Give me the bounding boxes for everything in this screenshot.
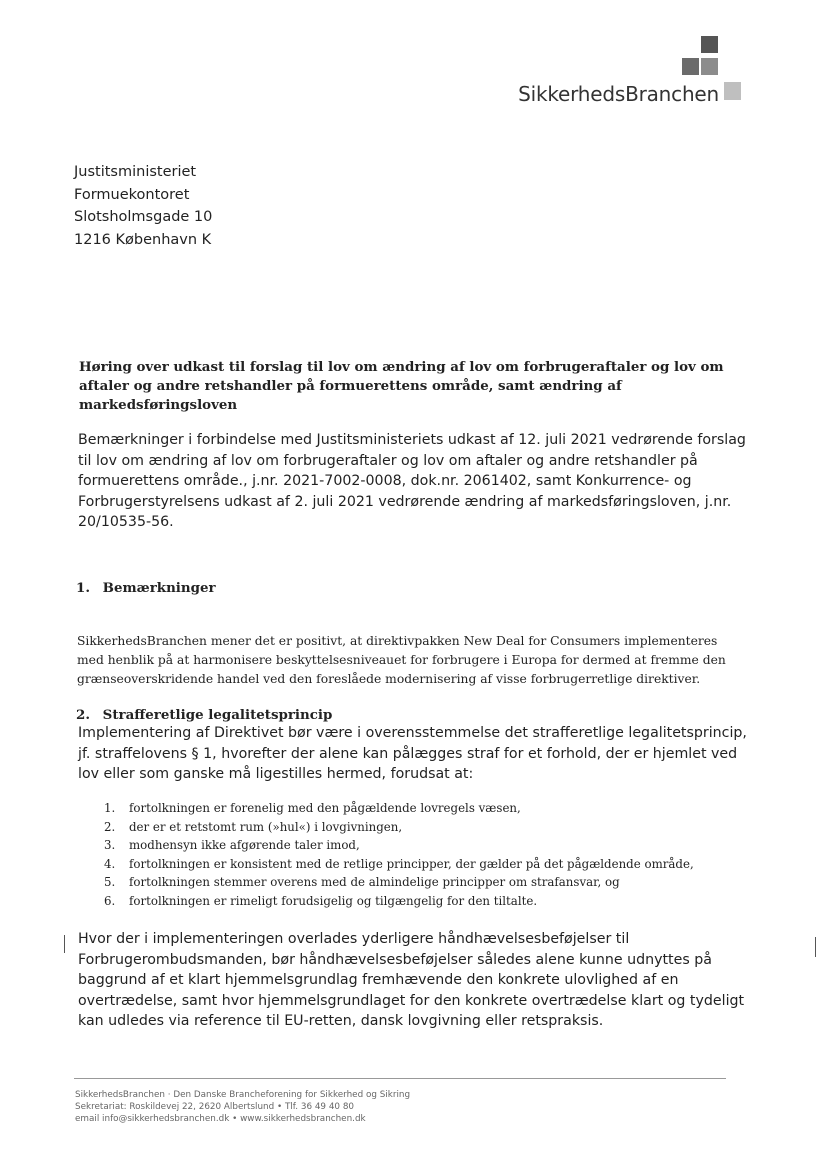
logo-square-icon: [701, 36, 718, 53]
intro-paragraph: Bemærkninger i forbindelse med Justitsministeriets udkast af 12. juli 2021 vedrørende forslag til lov om ændring af lov om forbrugeraftaler og lov om aftaler og andre retshandler på formuerettens område., j.nr. 2021-7002-0008, dok.nr. 2061402, samt Konkurrence- og Forbrugerstyrelsens udkast af 2. juli 2021 vedrørende ændring af markedsføringsloven, j.nr. 20/10535-56.: [78, 432, 746, 530]
list-item: [104, 873, 694, 892]
recipient-address: [74, 161, 212, 251]
section-heading: [76, 580, 216, 596]
section-number: 2.: [76, 707, 90, 723]
section-number: 1.: [76, 580, 90, 596]
list-item-number: 3.: [104, 838, 116, 852]
logo-square-icon: [682, 58, 699, 75]
list-item-number: 5.: [104, 875, 116, 889]
logo-text: SikkerhedsBranchen: [518, 82, 719, 106]
company-logo: [505, 34, 745, 106]
margin-mark: [64, 935, 65, 953]
list-item-text: der er et retstomt rum (»hul«) i lovgivningen,: [129, 819, 403, 834]
section-title: Bemærkninger: [102, 580, 216, 596]
address-line: Formuekontoret: [74, 186, 190, 203]
section-paragraph: Implementering af Direktivet bør være i overensstemmelse det strafferetlige legalitetsprincip, jf. straffelovens § 1, hvorefter der alene kan pålægges straf for et forhold, der er hjemlet ved lov eller som ganske må ligestilles hermed, forudsat at:: [78, 725, 747, 782]
list-item-number: 6.: [104, 893, 116, 908]
footer-line: Sekretariat: Roskildevej 22, 2620 Albertslund • Tlf. 36 49 40 80: [75, 1102, 355, 1112]
list-item-number: 2.: [104, 819, 116, 834]
list-item: [104, 836, 694, 855]
list-item-number: 1.: [104, 801, 116, 815]
list-item-text: fortolkningen er forenelig med den pågældende lovregels væsen,: [129, 801, 521, 815]
closing-paragraph: Hvor der i implementeringen overlades yderligere håndhævelsesbeføjelser til Forbrugerombudsmanden, bør håndhævelsesbeføjelser således alene kunne udnyttes på baggrund af et klart hjemmelsgrundlag fremhævende den konkrete ulovlighed af en overtrædelse, samt hvor hjemmelsgrundlaget for den konkrete overtrædelse klart og tydeligt kan udledes via reference til EU-retten, dansk lovgivning eller retspraksis.: [78, 931, 745, 1029]
list-item: [104, 799, 694, 818]
list-item: [104, 855, 694, 874]
address-line: Slotsholmsgade 10: [74, 209, 213, 225]
list-item-text: fortolkningen er rimeligt forudsigelig og tilgængelig for den tiltalte.: [129, 893, 538, 908]
section-title: Strafferetlige legalitetsprincip: [102, 707, 333, 723]
footer-line: email info@sikkerhedsbranchen.dk • www.sikkerhedsbranchen.dk: [75, 1114, 366, 1124]
logo-square-icon: [701, 58, 718, 75]
footer-divider: [74, 1078, 726, 1079]
list-item-text: modhensyn ikke afgørende taler imod,: [129, 838, 360, 852]
list-item: [104, 892, 694, 911]
numbered-list: [104, 799, 694, 910]
document-title: Høring over udkast til forslag til lov om ændring af lov om forbrugeraftaler og lov om aftaler og andre retshandler på formuerettens område, samt ændring af markedsføringsloven: [79, 359, 724, 413]
footer-line: SikkerhedsBranchen · Den Danske Brancheforening for Sikkerhed og Sikring: [75, 1090, 411, 1100]
logo-square-icon: [724, 82, 741, 100]
margin-mark: [815, 937, 816, 957]
address-line: 1216 København K: [74, 231, 212, 248]
footer: [75, 1089, 410, 1125]
list-item: [104, 818, 694, 837]
address-line: Justitsministeriet: [74, 164, 197, 180]
list-item-text: fortolkningen er konsistent med de retlige principper, der gælder på det pågældende område,: [129, 856, 694, 871]
list-item-number: 4.: [104, 856, 116, 871]
section-heading: [76, 707, 332, 723]
section-paragraph: SikkerhedsBranchen mener det er positivt, at direktivpakken New Deal for Consumers implementeres med henblik på at harmonisere beskyttelsesniveauet for forbrugere i Europa for dermed at fremme den grænseoverskridende handel ved den foreslåede modernisering af visse forbrugerretlige direktiver.: [77, 634, 726, 686]
list-item-text: fortolkningen stemmer overens med de almindelige principper om strafansvar, og: [129, 875, 620, 889]
